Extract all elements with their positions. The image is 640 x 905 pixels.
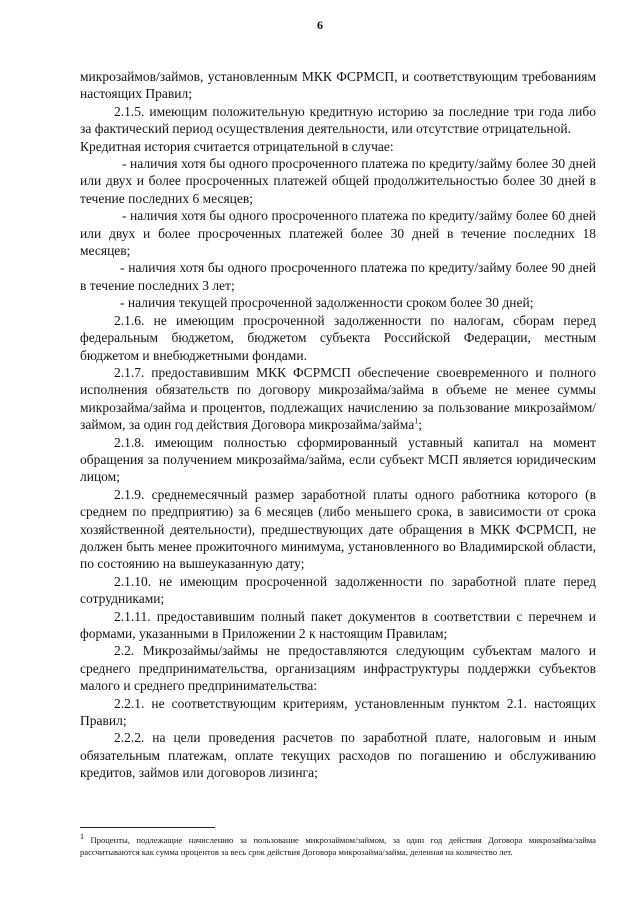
footnote-separator <box>80 827 215 828</box>
paragraph: Кредитная история считается отрицательной в случае: <box>80 138 394 154</box>
footnote-reference[interactable]: 1 <box>414 416 419 426</box>
footnote-marker: 1 <box>80 832 84 842</box>
paragraph: 2.2. Микрозаймы/займы не предоставляются следующим субъектам малого и среднего предпринимательства, организациям инфраструктуры поддержки субъектов малого и среднего предпринимательства: <box>80 643 596 694</box>
paragraph: 2.2.1. не соответствующим критериям, установленным пунктом 2.1. настоящих Правил; <box>80 695 596 729</box>
paragraph-tail: ; <box>418 417 422 433</box>
paragraph: 2.2.2. на цели проведения расчетов по заработной плате, налоговым и иным обязательным платежам, оплате текущих расходов по погашению и обслуживанию кредитов, займов или договоров лизинга; <box>80 730 596 781</box>
paragraph: микрозаймов/займов, установленным МКК ФСРМСП, и соответствующим требованиям настоящих Правил; <box>80 69 596 102</box>
paragraph: 2.1.11. предоставившим полный пакет документов в соответствии с перечнем и формами, указанными в Приложении 2 к настоящим Правилам; <box>80 608 596 641</box>
paragraph: 2.1.5. имеющим положительную кредитную историю за последние три года либо за фактический период осуществления деятельности, или отсутствие отрицательной. <box>80 103 596 137</box>
list-item: - наличия текущей просроченной задолженности сроком более 30 дней; <box>120 295 534 311</box>
paragraph: 2.1.6. не имеющим просроченной задолженности по налогам, сборам перед федеральным бюджетом, бюджетом субъекта Российской Федерации, местным бюджетом и внебюджетными фондами. <box>80 312 596 363</box>
footnote-text: Проценты, подлежащие начислению за пользование микрозаймом/займом, за один год действия Договора микрозайма/займа рассчитываются как сумма процентов за весь срок действия Договора микрозайма/займа, деленная на количество лет. <box>80 835 596 857</box>
list-item: - наличия хотя бы одного просроченного платежа по кредиту/займу более 60 дней или двух и более просроченных платежей более 30 дней в течение последних 18 месяцев; <box>80 208 596 259</box>
page-number: 6 <box>317 18 323 32</box>
paragraph: 2.1.10. не имеющим просроченной задолженности по заработной плате перед сотрудниками; <box>80 573 596 607</box>
paragraph-with-footnote <box>80 364 596 434</box>
paragraph: 2.1.8. имеющим полностью сформированный уставный капитал на момент обращения за получением микрозайма/займа, если субъект МСП является юридическим лицом; <box>80 434 596 485</box>
document-body <box>80 68 596 782</box>
paragraph: 2.1.9. среднемесячный размер заработной платы одного работника которого (в среднем по предприятию) за 6 месяцев (либо меньшего срока, в зависимости от срока хозяйственной деятельности), предшествующих дате обращения в МКК ФСРМСП, не должен быть менее прожиточного минимума, установленного во Владимирской области, по состоянию на вышеуказанную дату; <box>80 486 596 572</box>
list-item: - наличия хотя бы одного просроченного платежа по кредиту/займу более 30 дней или двух и более просроченных платежей общей продолжительностью более 30 дней в течение последних 6 месяцев; <box>80 156 596 206</box>
paragraph-text: 2.1.7. предоставившим МКК ФСРМСП обеспечение своевременного и полного исполнения обязательств по договору микрозайма/займа в объеме не менее суммы микрозайма/займа и процентов, подлежащих начислению за пользование микрозаймом/займом, за один год действия Договора микрозайма/займа <box>80 364 596 433</box>
footnote <box>80 834 596 858</box>
list-item: - наличия хотя бы одного просроченного платежа по кредиту/займу более 90 дней в течение последних 3 лет; <box>80 260 596 293</box>
